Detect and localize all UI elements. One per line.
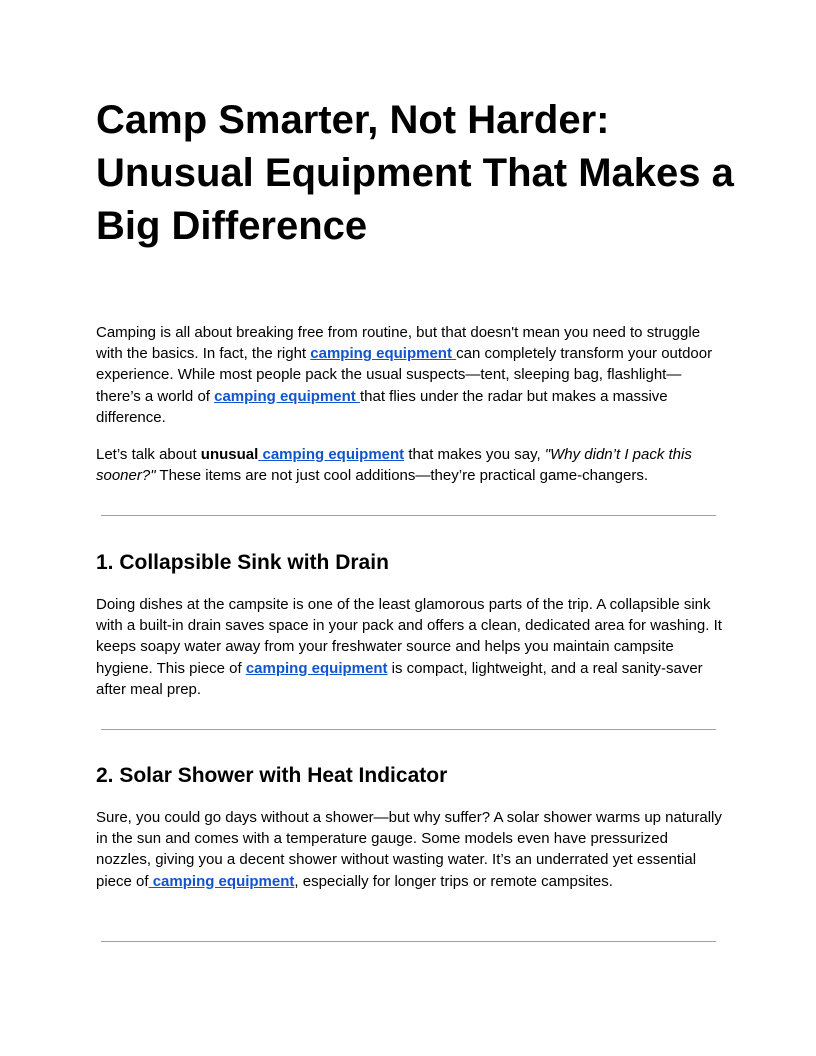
section-paragraph: Doing dishes at the campsite is one of the least glamorous parts of the trip. A collapsible sink with a built-in drain saves space in your pack and offers a clean, dedicated area for washing. It keeps soapy water away from your freshwater source and helps you maintain campsite hygiene. This piece of camping equipment is compact, lightweight, and a real sanity-saver after meal prep. [96, 596, 722, 698]
page-title: Camp Smarter, Not Harder: Unusual Equipment That Makes a Big Difference [96, 98, 734, 248]
horizontal-divider [101, 515, 716, 516]
camping-equipment-link[interactable]: camping equipment [214, 387, 360, 405]
camping-equipment-link[interactable]: camping equipment [310, 345, 457, 363]
intro-paragraph: Camping is all about breaking free from routine, but that doesn't mean you need to struggle with the basics. In fact, the right camping equipment can completely transform your outdoor experience. While most people pack the usual suspects—tent, sleeping bag, flashlight—there’s a world of camping equipment that flies under the radar but makes a massive difference. [96, 324, 713, 426]
horizontal-divider [101, 941, 716, 942]
intro-paragraph-2: Let’s talk about unusual camping equipment that makes you say, "Why didn’t I pack this sooner?" These items are not just cool additions—they’re practical game-changers. [96, 446, 692, 485]
section-heading: 2. Solar Shower with Heat Indicator [96, 764, 448, 787]
camping-equipment-link[interactable]: camping equipment [148, 872, 295, 890]
emphasis-unusual: unusual [200, 446, 259, 463]
camping-equipment-link[interactable]: camping equipment [258, 446, 405, 463]
section-heading: 1. Collapsible Sink with Drain [96, 551, 389, 574]
horizontal-divider [101, 729, 716, 730]
camping-equipment-link[interactable]: camping equipment [245, 659, 388, 677]
section-paragraph: Sure, you could go days without a shower—but why suffer? A solar shower warms up naturally in the sun and comes with a temperature gauge. Some models even have pressurized nozzles, giving you a decent shower without wasting water. It’s an underrated yet essential piece of camping equipment, especially for longer trips or remote campsites. [96, 809, 722, 890]
quote-text: "Why didn’t I pack this sooner?" [96, 446, 692, 485]
